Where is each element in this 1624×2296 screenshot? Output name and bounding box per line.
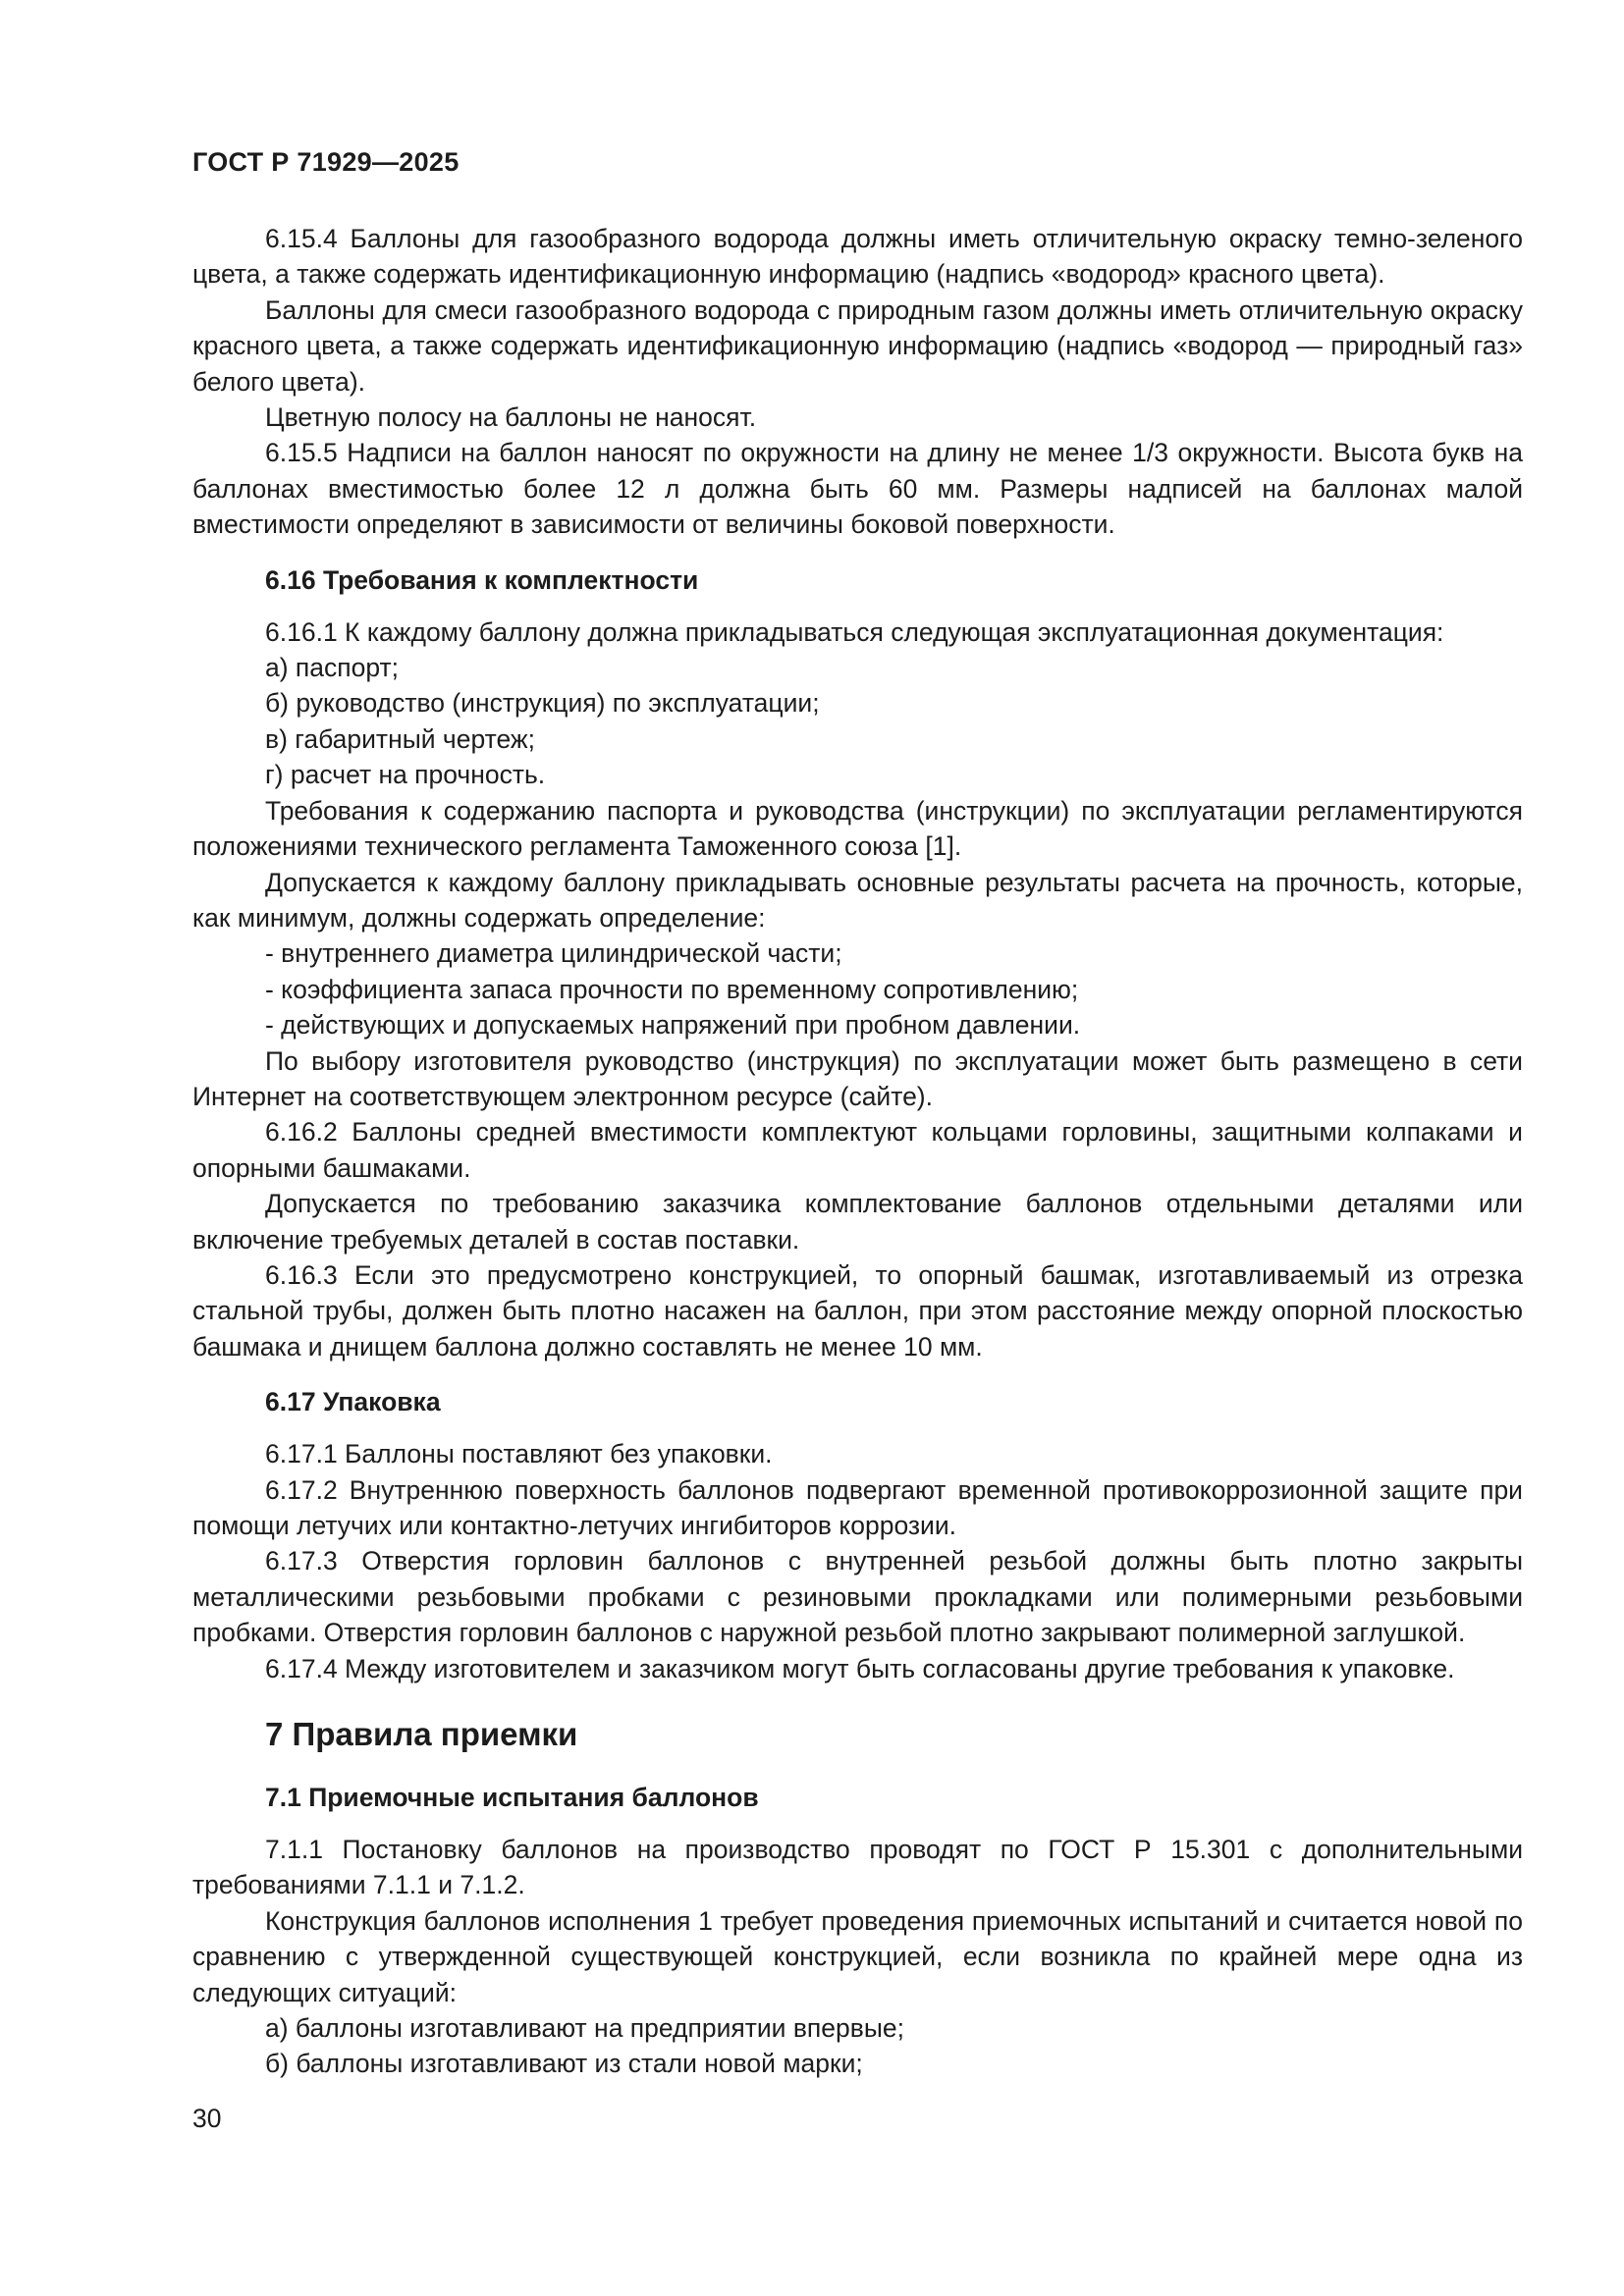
paragraph-7-1-1: 7.1.1 Постановку баллонов на производство проводят по ГОСТ Р 15.301 с дополнительными требованиями 7.1.1 и 7.1.2. — [192, 1835, 1523, 1900]
document-header-code: ГОСТ Р 71929—2025 — [192, 147, 460, 177]
paragraph-6-15-5: 6.15.5 Надписи на баллон наносят по окружности на длину не менее 1/3 окружности. Высота букв на баллонах вместимостью более 12 л должна быть 60 мм. Размеры надписей на баллонах малой вместимости определяют в зависимости от величины боковой поверхности. — [192, 438, 1523, 540]
paragraph-6-16-1: 6.16.1 К каждому баллону должна прикладываться следующая эксплуатационная документация: — [265, 616, 1444, 647]
paragraph-6-17-1: 6.17.1 Баллоны поставляют без упаковки. — [265, 1439, 773, 1469]
list-item: - внутреннего диаметра цилиндрической части; — [265, 938, 842, 969]
paragraph-6-17-3: 6.17.3 Отверстия горловин баллонов с внутренней резьбой должны быть плотно закрыты металлическими резьбовыми пробками с резиновыми прокладками или полимерными резьбовыми пробками. Отверстия горловин баллонов с наружной резьбой плотно закрывают полимерной заглушкой. — [192, 1546, 1523, 1648]
chapter-heading-7: 7 Правила приемки — [265, 1716, 578, 1753]
section-heading-7-1: 7.1 Приемочные испытания баллонов — [265, 1783, 759, 1813]
paragraph-strength-results: Допускается к каждому баллону прикладывать основные результаты расчета на прочность, которые, как минимум, должны содержать определение: — [192, 867, 1523, 933]
paragraph-6-17-4: 6.17.4 Между изготовителем и заказчиком могут быть согласованы другие требования к упаковке. — [265, 1653, 1455, 1683]
list-item: б) руководство (инструкция) по эксплуатации; — [265, 688, 820, 719]
paragraph-passport-requirements: Требования к содержанию паспорта и руководства (инструкции) по эксплуатации регламентируются положениями технического регламента Таможенного союза [1]. — [192, 795, 1523, 862]
page-number: 30 — [192, 2104, 222, 2133]
list-item: - действующих и допускаемых напряжений при пробном давлении. — [265, 1010, 1081, 1041]
list-item: б) баллоны изготавливают из стали новой марки; — [265, 2049, 863, 2079]
paragraph-design-version-1: Конструкция баллонов исполнения 1 требует проведения приемочных испытаний и считается новой по сравнению с утвержденной существующей конструкцией, если возникла по крайней мере одна из следующих ситуаций: — [192, 1905, 1523, 2007]
document-body — [192, 221, 1523, 2082]
paragraph-6-16-2: 6.16.2 Баллоны средней вместимости комплектуют кольцами горловины, защитными колпаками и опорными башмаками. — [192, 1117, 1523, 1183]
list-item: г) расчет на прочность. — [265, 760, 546, 790]
paragraph-6-16-3: 6.16.3 Если это предусмотрено конструкцией, то опорный башмак, изготавливаемый из отрезка стальной трубы, должен быть плотно насажен на баллон, при этом расстояние между опорной плоскостью башмака и днищем баллона должно составлять не менее 10 мм. — [192, 1259, 1523, 1362]
paragraph-6-17-2: 6.17.2 Внутреннюю поверхность баллонов подвергают временной противокоррозионной защите при помощи летучих или контактно-летучих ингибиторов коррозии. — [192, 1474, 1523, 1540]
paragraph-6-15-4: 6.15.4 Баллоны для газообразного водорода должны иметь отличительную окраску темно-зеленого цвета, а также содержать идентификационную информацию (надпись «водород» красного цвета). — [192, 224, 1523, 290]
section-heading-6-17: 6.17 Упаковка — [265, 1387, 441, 1417]
paragraph-color-stripe: Цветную полосу на баллоны не наносят. — [265, 402, 757, 433]
paragraph-manual-online: По выбору изготовителя руководство (инструкция) по эксплуатации может быть размещено в сети Интернет на соответствующем электронном ресурсе (сайте). — [192, 1045, 1523, 1111]
paragraph-hydrogen-gas-mix: Баллоны для смеси газообразного водорода с природным газом должны иметь отличительную окраску красного цвета, а также содержать идентификационную информацию (надпись «водород — природный газ» белого цвета). — [192, 294, 1523, 397]
list-item: в) габаритный чертеж; — [265, 723, 535, 754]
list-item: - коэффициента запаса прочности по временному сопротивлению; — [265, 974, 1079, 1004]
list-item: а) паспорт; — [265, 653, 400, 683]
list-item: а) баллоны изготавливают на предприятии впервые; — [265, 2013, 904, 2044]
section-heading-6-16: 6.16 Требования к комплектности — [265, 564, 699, 595]
paragraph-customer-request: Допускается по требованию заказчика комплектование баллонов отдельными деталями или включение требуемых деталей в состав поставки. — [192, 1189, 1523, 1255]
